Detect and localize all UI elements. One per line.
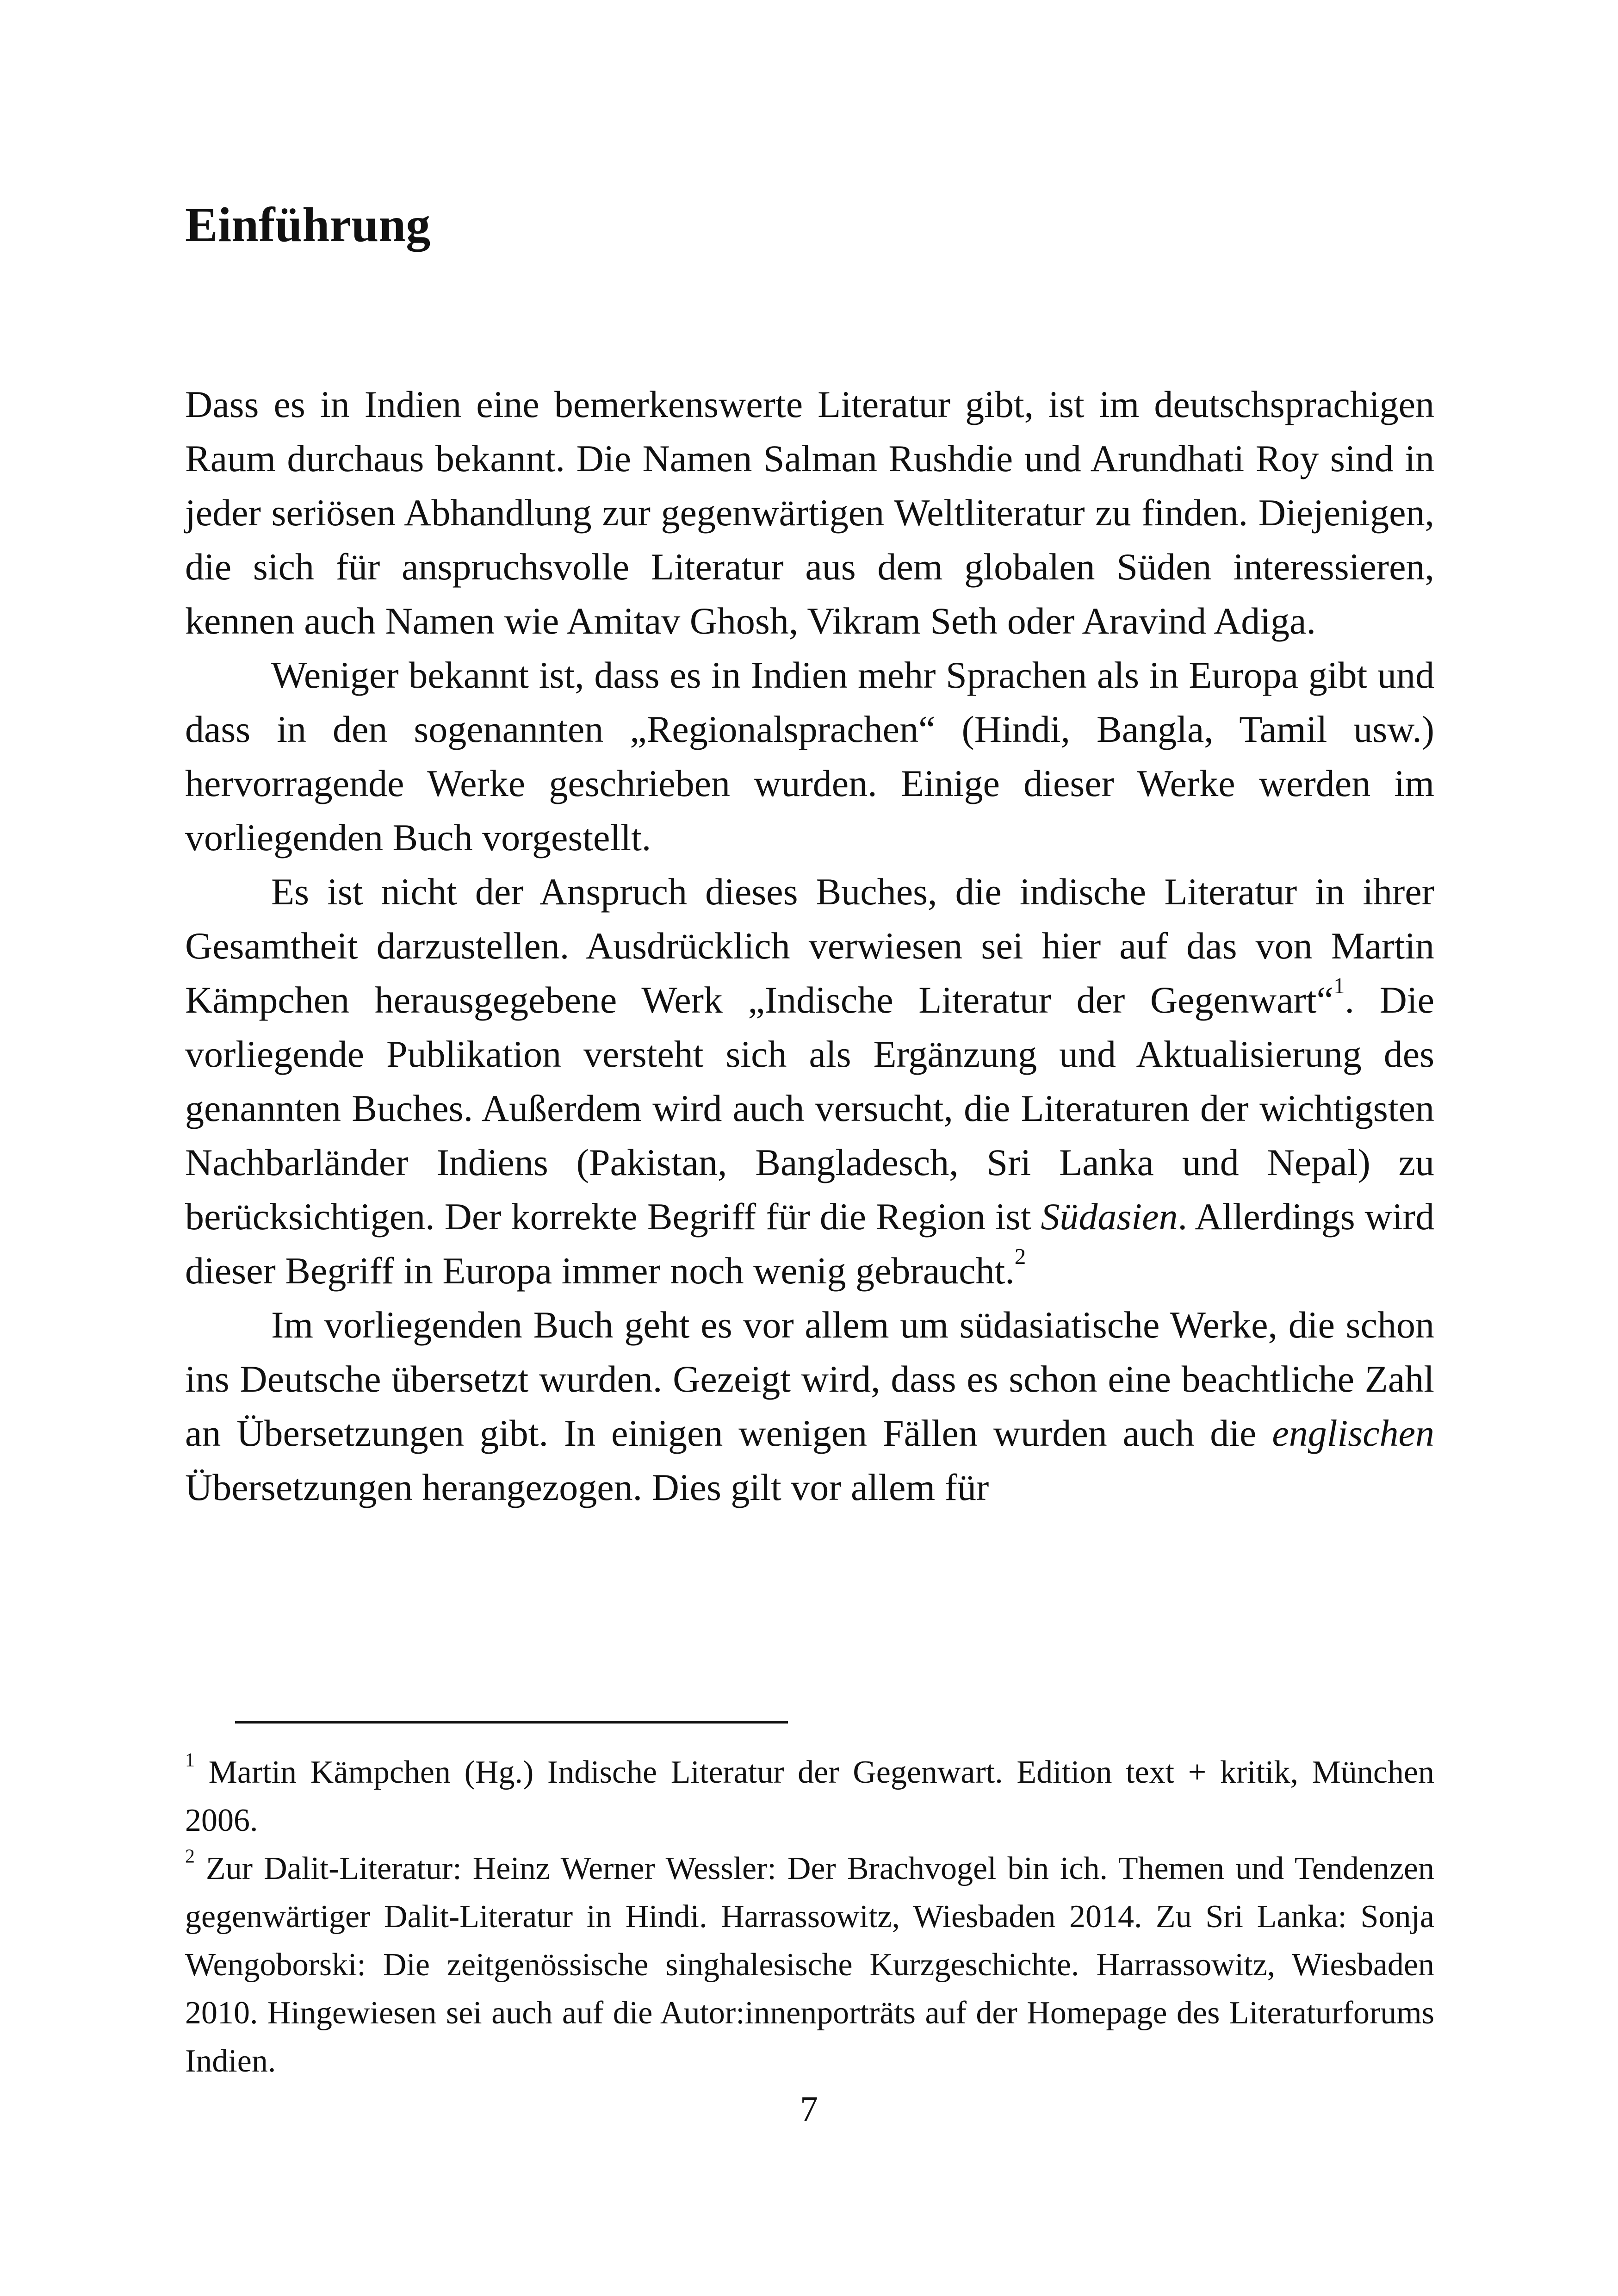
paragraph-1	[185, 377, 1434, 648]
footnote-ref-2: 2	[1014, 1244, 1026, 1269]
paragraph-2-text: Weniger bekannt ist, dass es in Indien mehr Sprachen als in Europa gibt und dass in den sogenannten „Regionalsprachen“ (Hindi, Bangla, Tamil usw.) hervorragende Werke geschrieben wurden. Einige dieser Werke werden im vorliegenden Buch vorgestellt.	[185, 654, 1434, 859]
body-text	[185, 377, 1434, 1514]
footnote-2	[185, 1845, 1434, 2085]
paragraph-3-text-a: Es ist nicht der Anspruch dieses Buches, die indische Literatur in ihrer Gesamtheit darzustellen. Ausdrücklich verwiesen sei hier auf das von Martin Kämpchen herausgegebene Werk „Indische Literatur der Gegenwart“	[185, 871, 1434, 1021]
emphasis-suedasien: Südasien	[1041, 1195, 1178, 1238]
paragraph-3-text-c: . Allerdings wird dieser Begriff in Europa immer noch wenig gebraucht.	[185, 1195, 1434, 1292]
page-number: 7	[800, 2089, 818, 2129]
emphasis-englischen: englischen	[1272, 1412, 1434, 1454]
paragraph-3-text-b: . Die vorliegende Publikation versteht sich als Ergänzung und Aktualisierung des genannten Buches. Außerdem wird auch versucht, die Literaturen der wichtigsten Nachbarländer Indiens (Pakistan, Bangladesch, Sri Lanka und Nepal) zu berücksichtigen. Der korrekte Begriff für die Region ist	[185, 979, 1434, 1238]
footnote-2-number: 2	[185, 1846, 195, 1867]
footnote-1	[185, 1748, 1434, 1845]
paragraph-2	[185, 648, 1434, 865]
chapter-heading: Einführung	[185, 198, 431, 252]
footnote-divider	[235, 1721, 788, 1724]
paragraph-1-text: Dass es in Indien eine bemerkenswerte Literatur gibt, ist im deutschsprachigen Raum durchaus bekannt. Die Namen Salman Rushdie und Arundhati Roy sind in jeder seriösen Abhandlung zur gegenwärtigen Weltliteratur zu finden. Diejenigen, die sich für anspruchsvolle Literatur aus dem globalen Süden interessieren, kennen auch Namen wie Amitav Ghosh, Vikram Seth oder Aravind Adiga.	[185, 383, 1434, 642]
footnote-1-text: Martin Kämpchen (Hg.) Indische Literatur der Gegenwart. Edition text + kritik, München 2006.	[185, 1755, 1434, 1838]
footnote-1-number: 1	[185, 1749, 195, 1771]
footnote-2-text: Zur Dalit-Literatur: Heinz Werner Wessler: Der Brachvogel bin ich. Themen und Tendenzen gegenwärtiger Dalit-Literatur in Hindi. Harrassowitz, Wiesbaden 2014. Zu Sri Lanka: Sonja Wengoborski: Die zeitgenössische singhalesische Kurzgeschichte. Harrassowitz, Wiesbaden 2010. Hingewiesen sei auch auf die Autor:innenporträts auf der Homepage des Literaturforums Indien.	[185, 1851, 1434, 2079]
footnote-ref-1: 1	[1333, 973, 1345, 999]
footnotes	[185, 1748, 1434, 2085]
paragraph-4-text-a: Im vorliegenden Buch geht es vor allem um südasiatische Werke, die schon ins Deutsche übersetzt wurden. Gezeigt wird, dass es schon eine beachtliche Zahl an Übersetzungen gibt. In einigen wenigen Fällen wurden auch die	[185, 1304, 1434, 1454]
paragraph-3	[185, 865, 1434, 1298]
paragraph-4-text-b: Übersetzungen herangezogen. Dies gilt vor allem für	[185, 1466, 989, 1508]
paragraph-4	[185, 1298, 1434, 1514]
